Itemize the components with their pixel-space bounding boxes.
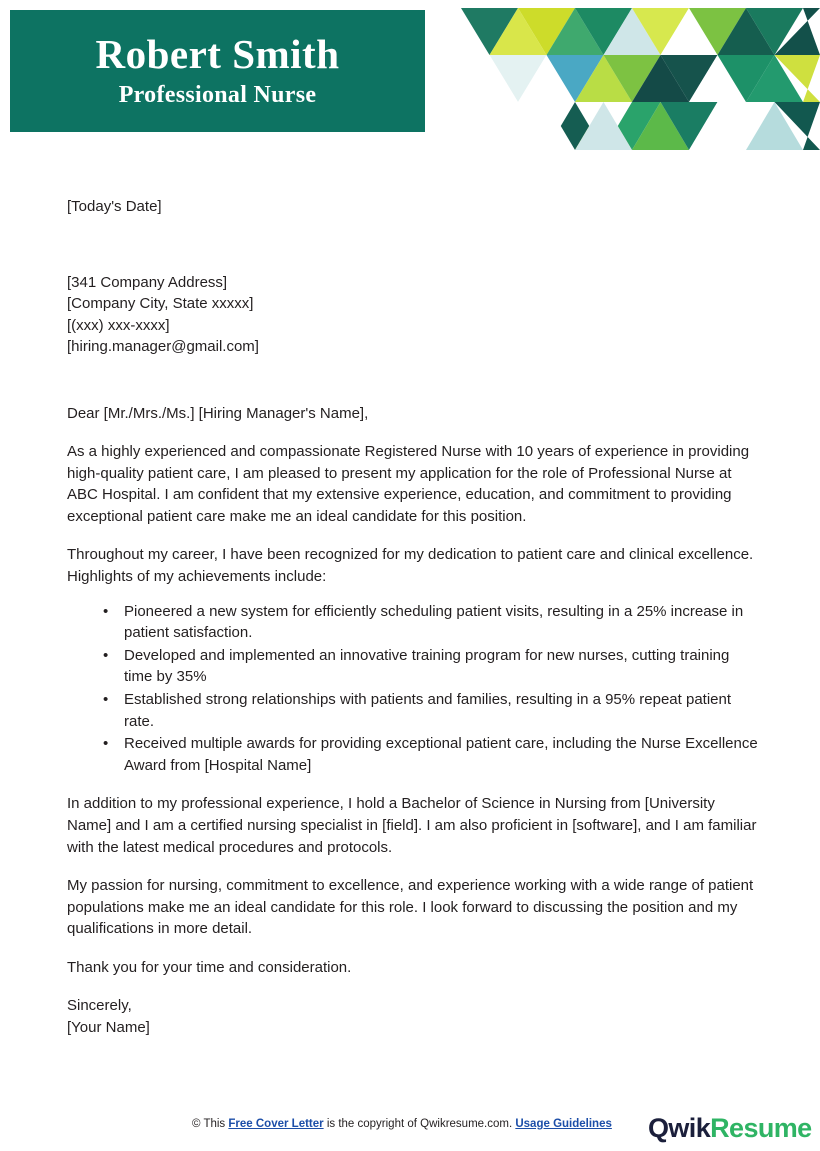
salutation: Dear [Mr./Mrs./Ms.] [Hiring Manager's Name], — [67, 404, 369, 422]
list-item — [103, 645, 759, 688]
recipient-address-block — [67, 272, 759, 358]
recipient-address-line: [341 Company Address] — [67, 273, 228, 291]
paragraph-education: In addition to my professional experience, I hold a Bachelor of Science in Nursing from [University Name] and I am a certified nursing specialist in [field]. I am also proficient in [software], and I am familiar with the latest medical procedures and protocols. — [67, 795, 757, 856]
list-item — [103, 733, 759, 776]
candidate-job-title: Professional Nurse — [118, 82, 317, 109]
document-footer — [0, 1108, 820, 1151]
paragraph-achievements-lead: Throughout my career, I have been recognized for my dedication to patient care and clinical excellence. Highlights of my achievements include: — [67, 546, 754, 585]
name-banner — [10, 10, 425, 132]
free-cover-letter-link[interactable]: Free Cover Letter — [228, 1118, 324, 1130]
recipient-email-line: [hiring.manager@gmail.com] — [67, 338, 259, 355]
qwikresume-logo[interactable] — [648, 1112, 812, 1144]
signoff-block — [67, 995, 759, 1038]
paragraph-intro: As a highly experienced and compassionate Registered Nurse with 10 years of experience in providing high-quality patient care, I am pleased to present my application for the role of Professional Nurse at ABC Hospital. I am confident that my extensive experience, education, and commitment to providing exceptional patient care make me an ideal candidate for this position. — [67, 443, 750, 525]
footer-copyright-notice — [192, 1116, 612, 1132]
footer-copyright-prefix: © This — [192, 1118, 229, 1130]
today-date-placeholder: [Today's Date] — [67, 198, 162, 215]
list-item — [103, 601, 759, 644]
document-header — [0, 0, 820, 150]
list-item-text: Developed and implemented an innovative training program for new nurses, cutting training time by 35% — [124, 646, 730, 686]
signoff-sincerely: Sincerely, — [67, 997, 132, 1015]
brand-name-qwik: Qwik — [648, 1113, 711, 1143]
paragraph-thanks: Thank you for your time and consideration. — [67, 958, 352, 976]
date-block — [67, 196, 759, 218]
recipient-city-line: [Company City, State xxxxx] — [67, 295, 254, 312]
candidate-name: Robert Smith — [95, 31, 340, 78]
paragraph-closing: My passion for nursing, commitment to excellence, and experience working with a wide range of patient populations make me an ideal candidate for this role. I look forward to discussing the position and my qualifications in more detail. — [67, 877, 754, 938]
triangle-mosaic-decoration — [432, 8, 820, 150]
usage-guidelines-link[interactable]: Usage Guidelines — [515, 1118, 612, 1130]
bullet-icon: • — [103, 690, 109, 708]
list-item-text: Pioneered a new system for efficiently scheduling patient visits, resulting in a 25% increase in patient satisfaction. — [124, 602, 744, 642]
bullet-icon: • — [103, 602, 109, 620]
recipient-phone-line: [(xxx) xxx-xxxx] — [67, 316, 170, 334]
footer-copyright-middle: is the copyright of Qwikresume.com. — [323, 1118, 516, 1130]
bullet-icon: • — [103, 735, 109, 753]
triangle-mosaic-svg — [432, 8, 820, 150]
signoff-name-placeholder: [Your Name] — [67, 1018, 150, 1036]
list-item — [103, 689, 759, 732]
achievements-list — [67, 601, 759, 777]
brand-name-resume: Resume — [710, 1113, 812, 1143]
list-item-text: Received multiple awards for providing exceptional patient care, including the Nurse Excellence Award from [Hospital Name] — [124, 735, 758, 774]
bullet-icon: • — [103, 646, 109, 664]
letter-body — [67, 196, 759, 1038]
list-item-text: Established strong relationships with patients and families, resulting in a 95% repeat patient rate. — [124, 690, 732, 730]
